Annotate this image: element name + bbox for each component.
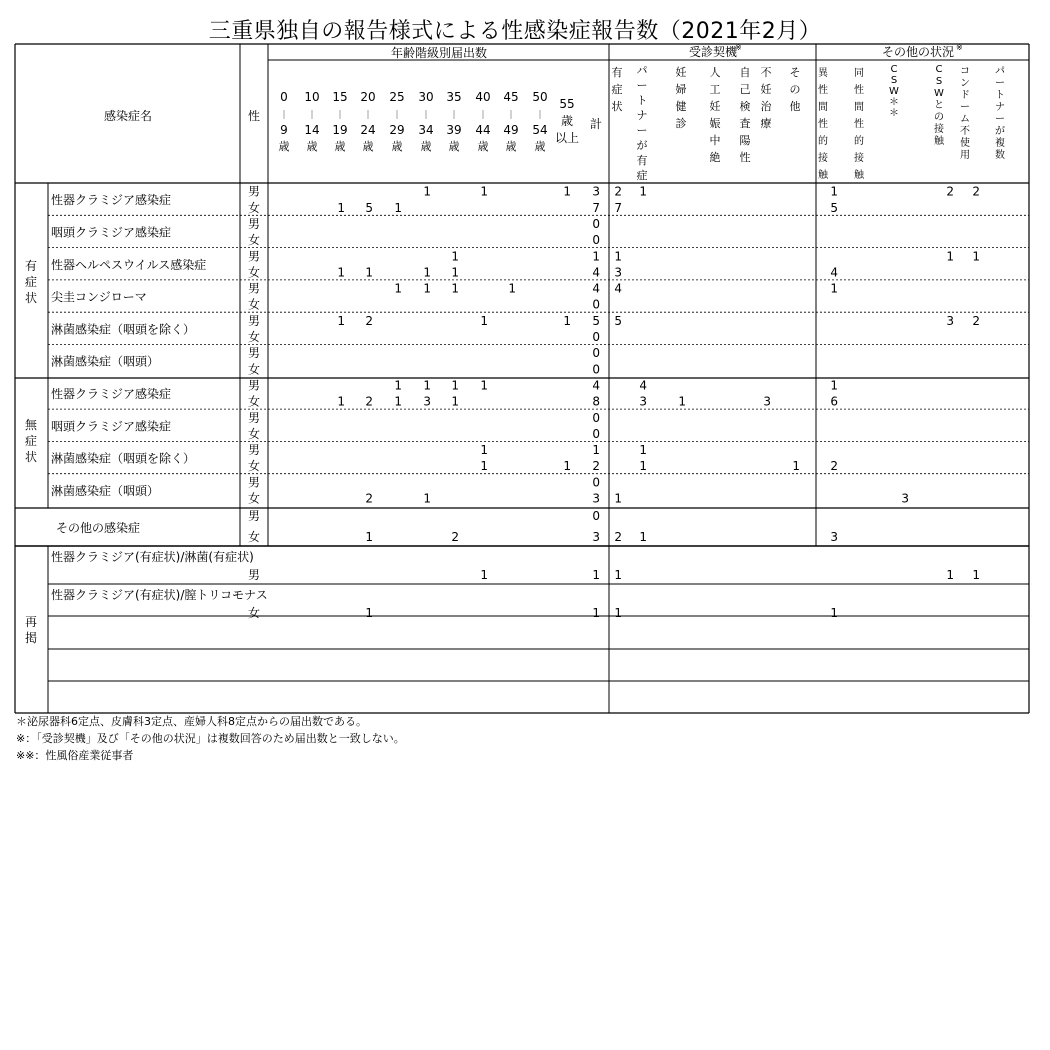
other-status-header: 触	[854, 170, 864, 181]
row-total: 4	[592, 378, 600, 393]
age-header-dash: ｜	[392, 111, 402, 121]
other-status-header: 接	[854, 153, 864, 164]
row-total: 1	[592, 568, 600, 582]
age-count: 1	[423, 378, 431, 393]
age-header-unit: 歳	[505, 140, 517, 153]
other-status-count: 2	[972, 313, 980, 328]
header-other-status: その他の状況	[881, 45, 955, 59]
reason-count: 1	[614, 568, 622, 582]
age-count: 1	[337, 394, 345, 409]
reason-header: 中	[709, 134, 721, 147]
reason-header: 人	[709, 66, 721, 79]
reason-count: 1	[639, 459, 647, 474]
sex-female: 女	[247, 233, 261, 248]
sex-female: 女	[247, 491, 261, 506]
disease-name: 尖圭コンジローマ	[51, 290, 147, 305]
other-status-count: 1	[972, 568, 980, 582]
other-status-header: W	[889, 86, 899, 97]
other-status-header: 不	[960, 126, 970, 137]
row-total: 0	[592, 346, 600, 361]
other-status-header: ＊	[889, 108, 899, 119]
header-note-mark: ※	[735, 43, 742, 52]
group-label-symptomatic: 状	[24, 291, 38, 305]
age-count: 1	[451, 281, 459, 296]
header-total: 計	[589, 117, 603, 131]
sex-female: 女	[247, 362, 261, 377]
other-status-count: 1	[830, 378, 838, 393]
other-status-header: W	[934, 88, 944, 99]
disease-name: 咽頭クラミジア感染症	[51, 225, 172, 240]
reason-header: 症	[611, 83, 623, 96]
other-status-header: の	[934, 112, 944, 123]
age-count: 1	[423, 281, 431, 296]
age-count: 1	[394, 281, 402, 296]
age-count: 1	[451, 394, 459, 409]
reason-header: 症	[636, 169, 648, 182]
age-count: 3	[423, 394, 431, 409]
reason-count: 3	[639, 394, 647, 409]
age-header-unit: 歳	[334, 140, 346, 153]
age-header-unit: 歳	[448, 140, 460, 153]
reason-header: 健	[675, 100, 687, 113]
reason-header: 他	[789, 100, 801, 113]
reason-count: 2	[614, 184, 622, 199]
reason-count: 1	[639, 530, 647, 544]
row-total: 7	[592, 200, 600, 215]
age-count: 1	[480, 184, 488, 199]
other-status-header: ナ	[995, 102, 1005, 113]
age-header-55-over: 以上	[554, 131, 580, 145]
other-status-header: 接	[818, 153, 828, 164]
age-header-unit: 歳	[534, 140, 546, 153]
sex-male: 男	[247, 249, 261, 264]
reason-header: 有	[636, 154, 648, 167]
age-header-unit: 歳	[477, 140, 489, 153]
reason-count: 1	[614, 249, 622, 264]
age-header-start: 20	[360, 90, 376, 104]
age-header-end: 29	[389, 123, 405, 137]
row-total: 0	[592, 233, 600, 248]
other-status-count: 4	[830, 265, 838, 280]
reason-count: 3	[614, 265, 622, 280]
header-age-group: 年齢階級別届出数	[390, 46, 488, 60]
age-count: 1	[480, 459, 488, 474]
reason-count: 1	[639, 184, 647, 199]
other-status-count: 3	[901, 491, 909, 506]
sex-male: 男	[247, 443, 261, 458]
age-count: 1	[423, 491, 431, 506]
other-status-count: 6	[830, 394, 838, 409]
other-status-header: が	[995, 126, 1005, 137]
row-total: 3	[592, 530, 600, 544]
age-count: 1	[451, 265, 459, 280]
age-count: 1	[423, 265, 431, 280]
other-status-header: 触	[818, 170, 828, 181]
age-header-unit: 歳	[420, 140, 432, 153]
sex-male: 男	[247, 346, 261, 361]
age-header-start: 25	[389, 90, 405, 104]
disease-name: 淋菌感染症（咽頭を除く）	[51, 322, 196, 337]
age-count: 2	[451, 530, 459, 544]
reason-header: パ	[636, 64, 648, 77]
age-count: 1	[337, 313, 345, 328]
age-header-end: 49	[503, 123, 519, 137]
age-header-start: 10	[304, 90, 320, 104]
age-header-end: 39	[446, 123, 462, 137]
reason-header: 妊	[709, 100, 721, 113]
group-label-repost: 再	[24, 615, 38, 629]
age-count: 1	[423, 184, 431, 199]
other-status-header: 異	[818, 68, 828, 79]
disease-name: 淋菌感染症（咽頭）	[51, 354, 160, 369]
other-status-header: 的	[818, 136, 828, 147]
reason-header: ー	[636, 79, 648, 92]
other-status-count: 1	[946, 568, 954, 582]
reason-header: 状	[611, 100, 623, 113]
age-count: 5	[365, 200, 373, 215]
other-status-count: 2	[972, 184, 980, 199]
age-count: 1	[480, 443, 488, 458]
reason-count: 5	[614, 313, 622, 328]
reason-header: 療	[760, 117, 772, 130]
page-title: 三重県独自の報告様式による性感染症報告数（2021年2月）	[208, 19, 822, 44]
reason-count: 4	[639, 378, 647, 393]
age-count: 1	[451, 249, 459, 264]
reason-count: 2	[614, 530, 622, 544]
row-total: 0	[592, 362, 600, 377]
other-status-header: C	[890, 64, 898, 75]
reason-count: 1	[678, 394, 686, 409]
header-visit-reason: 受診契機	[688, 45, 738, 59]
reason-count: 1	[614, 491, 622, 506]
other-status-header: パ	[995, 66, 1005, 77]
other-status-count: 1	[830, 184, 838, 199]
sex-female: 女	[247, 530, 261, 544]
age-count: 1	[394, 378, 402, 393]
disease-name: 淋菌感染症（咽頭）	[51, 483, 160, 498]
reason-header: 妊	[675, 66, 687, 79]
age-header-unit: 歳	[306, 140, 318, 153]
reason-header: ト	[636, 94, 648, 107]
other-status-header: 複	[995, 138, 1005, 149]
row-total: 0	[592, 410, 600, 425]
age-header-dash: ｜	[421, 111, 431, 121]
reason-header: 査	[739, 117, 751, 130]
row-total: 3	[592, 184, 600, 199]
other-status-header: 同	[854, 68, 864, 79]
footnotes	[16, 713, 405, 764]
sex-female: 女	[247, 297, 261, 312]
reason-header: 己	[739, 83, 751, 96]
age-count: 1	[365, 265, 373, 280]
row-total: 0	[592, 475, 600, 490]
other-status-count: 1	[830, 606, 838, 620]
other-status-header: 用	[960, 150, 970, 161]
age-count: 1	[480, 313, 488, 328]
age-count: 1	[365, 606, 373, 620]
other-status-count: 3	[946, 313, 954, 328]
repost-sex: 男	[247, 568, 261, 582]
other-status-header: S	[890, 75, 898, 86]
age-header-unit: 歳	[362, 140, 374, 153]
other-status-count: 1	[972, 249, 980, 264]
age-header-end: 34	[418, 123, 434, 137]
other-status-header: ド	[960, 90, 970, 101]
row-total: 0	[592, 509, 600, 523]
row-total: 0	[592, 426, 600, 441]
age-header-dash: ｜	[335, 111, 345, 121]
age-count: 1	[451, 378, 459, 393]
other-status-header: S	[935, 76, 943, 87]
age-header-dash: ｜	[363, 111, 373, 121]
other-status-header: 触	[934, 136, 944, 147]
other-disease-name: その他の感染症	[55, 521, 141, 535]
reason-header: の	[789, 83, 801, 96]
age-header-start: 0	[280, 90, 288, 104]
sex-male: 男	[247, 410, 261, 425]
header-note-mark: ※	[956, 43, 963, 52]
reason-header: そ	[789, 66, 801, 79]
disease-name: 性器クラミジア感染症	[51, 193, 172, 208]
reason-header: ー	[636, 124, 648, 137]
disease-name: 性器ヘルペスウイルス感染症	[51, 257, 207, 272]
row-total: 1	[592, 249, 600, 264]
header-disease-name: 感染症名	[103, 109, 153, 123]
reason-header: 婦	[675, 83, 687, 96]
reason-count: 1	[639, 443, 647, 458]
other-status-header: 性	[854, 85, 864, 96]
row-total: 0	[592, 297, 600, 312]
reason-header: が	[636, 139, 648, 152]
sex-female: 女	[247, 265, 261, 280]
age-header-dash: ｜	[478, 111, 488, 121]
age-count: 2	[365, 313, 373, 328]
age-count: 1	[337, 200, 345, 215]
age-count: 1	[563, 459, 571, 474]
reason-header: 工	[709, 83, 721, 96]
age-header-start: 30	[418, 90, 434, 104]
row-total: 4	[592, 281, 600, 296]
age-count: 1	[394, 394, 402, 409]
row-total: 0	[592, 216, 600, 231]
other-status-header: 間	[854, 102, 864, 113]
age-header-dash: ｜	[279, 111, 289, 121]
other-status-header: ＊	[889, 97, 899, 108]
age-header-start: 15	[332, 90, 348, 104]
row-total: 1	[592, 606, 600, 620]
reason-header: 自	[739, 66, 751, 79]
repost-label: 性器クラミジア(有症状)/淋菌(有症状)	[51, 550, 254, 564]
reason-count: 3	[763, 394, 771, 409]
reason-header: 有	[611, 66, 623, 79]
reason-header: 妊	[760, 83, 772, 96]
reason-header: 娠	[709, 117, 721, 130]
age-header-end: 9	[280, 123, 288, 137]
row-total: 3	[592, 491, 600, 506]
reason-header: 検	[739, 100, 751, 113]
age-header-end: 24	[360, 123, 376, 137]
reason-count: 1	[792, 459, 800, 474]
footnote-2: ※：「受診契機」及び「その他の状況」は複数回答のため届出数と一致しない。	[16, 732, 405, 745]
repost-label: 性器クラミジア(有症状)/膣トリコモナス	[51, 588, 268, 602]
sex-female: 女	[247, 426, 261, 441]
age-header-dash: ｜	[449, 111, 459, 121]
reason-header: 診	[675, 117, 687, 130]
other-status-header: コ	[960, 66, 970, 77]
age-count: 1	[480, 568, 488, 582]
other-status-count: 1	[946, 249, 954, 264]
group-label-asymptomatic: 無	[24, 418, 38, 432]
sex-female: 女	[247, 394, 261, 409]
age-header-start: 50	[532, 90, 548, 104]
sex-male: 男	[247, 216, 261, 231]
age-count: 1	[563, 184, 571, 199]
age-header-dash: ｜	[307, 111, 317, 121]
row-total: 2	[592, 459, 600, 474]
reason-header: 陽	[739, 134, 751, 147]
other-status-header: 性	[818, 85, 828, 96]
sex-female: 女	[247, 200, 261, 215]
row-total: 1	[592, 443, 600, 458]
other-status-header: ー	[960, 102, 970, 113]
age-count: 1	[480, 378, 488, 393]
reason-header: 不	[760, 66, 772, 79]
other-status-header: ー	[995, 114, 1005, 125]
age-count: 1	[508, 281, 516, 296]
row-total: 5	[592, 313, 600, 328]
footnote-3: ※※：性風俗産業従事者	[16, 749, 134, 762]
group-label-symptomatic: 症	[24, 275, 38, 289]
disease-name: 性器クラミジア感染症	[51, 386, 172, 401]
group-label-asymptomatic: 症	[24, 434, 38, 448]
disease-name: 淋菌感染症（咽頭を除く）	[51, 451, 196, 466]
other-status-count: 5	[830, 200, 838, 215]
age-header-start: 35	[446, 90, 462, 104]
other-status-header: ン	[960, 78, 970, 89]
other-status-count: 1	[830, 281, 838, 296]
sex-male: 男	[247, 313, 261, 328]
age-header-55-unit: 歳	[560, 114, 574, 128]
other-status-header: 性	[854, 119, 864, 130]
other-status-header: と	[934, 100, 944, 111]
sex-female: 女	[247, 459, 261, 474]
other-status-count: 3	[830, 530, 838, 544]
reason-count: 4	[614, 281, 622, 296]
header-sex: 性	[247, 109, 261, 123]
repost-sex: 女	[247, 606, 261, 620]
age-header-start: 45	[503, 90, 519, 104]
other-status-header: ー	[995, 78, 1005, 89]
sex-male: 男	[247, 509, 261, 523]
age-header-end: 54	[532, 123, 548, 137]
age-count: 2	[365, 394, 373, 409]
other-status-header: 使	[960, 138, 970, 149]
reason-count: 7	[614, 200, 622, 215]
group-label-asymptomatic: 状	[24, 450, 38, 464]
other-status-count: 2	[830, 459, 838, 474]
reason-count: 1	[614, 606, 622, 620]
other-status-header: C	[935, 64, 943, 75]
sex-male: 男	[247, 281, 261, 296]
disease-name: 咽頭クラミジア感染症	[51, 419, 172, 434]
row-total: 4	[592, 265, 600, 280]
age-header-55: 55	[559, 97, 575, 111]
age-count: 1	[563, 313, 571, 328]
age-header-dash: ｜	[506, 111, 516, 121]
row-total: 8	[592, 394, 600, 409]
age-header-start: 40	[475, 90, 491, 104]
group-label-repost: 掲	[24, 631, 38, 645]
age-header-unit: 歳	[391, 140, 403, 153]
reason-header: ナ	[636, 109, 648, 122]
group-label-symptomatic: 有	[24, 259, 38, 273]
age-header-dash: ｜	[535, 111, 545, 121]
age-count: 1	[394, 200, 402, 215]
other-status-header: 性	[818, 119, 828, 130]
age-count: 1	[337, 265, 345, 280]
other-status-header: ム	[960, 114, 970, 125]
other-status-header: 数	[995, 150, 1005, 161]
other-status-header: 間	[818, 102, 828, 113]
age-header-unit: 歳	[278, 140, 290, 153]
other-status-count: 2	[946, 184, 954, 199]
sex-male: 男	[247, 475, 261, 490]
reason-header: 絶	[709, 151, 721, 164]
age-header-end: 44	[475, 123, 491, 137]
age-count: 2	[365, 491, 373, 506]
sex-male: 男	[247, 184, 261, 199]
row-total: 0	[592, 330, 600, 344]
reason-header: 治	[760, 100, 772, 113]
sex-female: 女	[247, 330, 261, 344]
age-header-end: 14	[304, 123, 320, 137]
other-status-header: 的	[854, 136, 864, 147]
age-header-end: 19	[332, 123, 348, 137]
footnote-1: ＊泌尿器科6定点、皮膚科3定点、産婦人科8定点からの届出数である。	[16, 715, 367, 728]
age-count: 1	[365, 530, 373, 544]
other-status-header: 接	[934, 124, 944, 135]
sex-male: 男	[247, 378, 261, 393]
other-status-header: ト	[995, 90, 1005, 101]
reason-header: 性	[739, 151, 751, 164]
